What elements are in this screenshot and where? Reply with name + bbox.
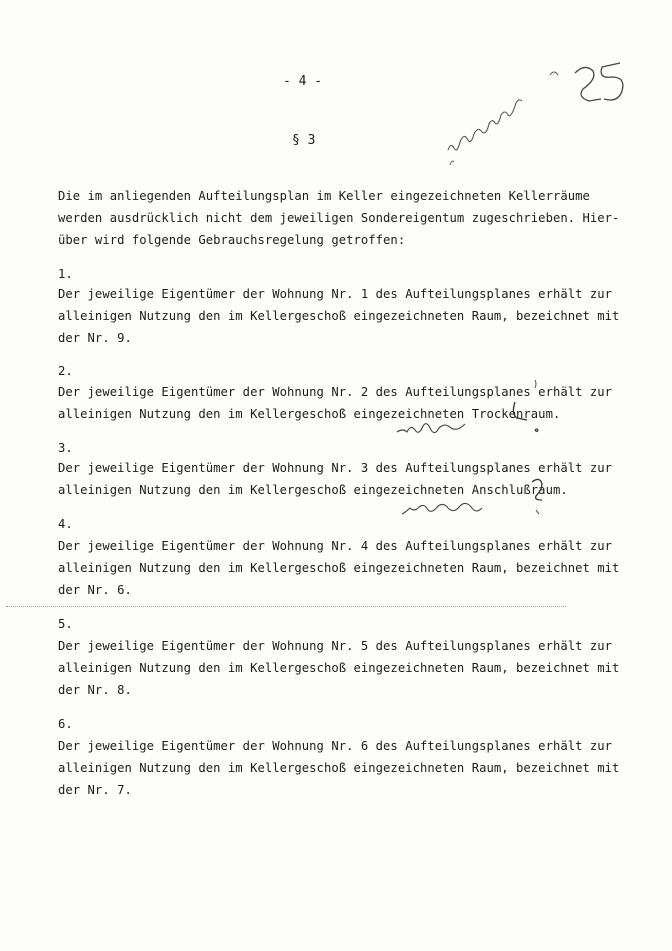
clause-line: alleinigen Nutzung den im Kellergeschoß eingezeichneten Anschlußraum. — [58, 483, 568, 497]
clause-line: der Nr. 8. — [58, 683, 132, 697]
clause-line: Der jeweilige Eigentümer der Wohnung Nr. 1 des Aufteilungsplanes erhält zur — [58, 287, 613, 301]
handwritten-mark — [395, 418, 485, 438]
handwritten-corner-note — [430, 55, 640, 170]
clause-line: Der jeweilige Eigentümer der Wohnung Nr. 2 des Aufteilungsplanes erhält zur — [58, 385, 613, 399]
clause-number: 4. — [58, 517, 73, 531]
clause-line: alleinigen Nutzung den im Kellergeschoß eingezeichneten Raum, bezeichnet mit — [58, 309, 620, 323]
handwritten-mark — [400, 498, 495, 520]
page-number: - 4 - — [283, 74, 323, 89]
clause-number: 2. — [58, 364, 73, 378]
clause-number: 1. — [58, 267, 73, 281]
clause-line: alleinigen Nutzung den im Kellergeschoß eingezeichneten Raum, bezeichnet mit — [58, 761, 620, 775]
clause-line: Der jeweilige Eigentümer der Wohnung Nr. 3 des Aufteilungsplanes erhält zur — [58, 461, 613, 475]
clause-line: alleinigen Nutzung den im Kellergeschoß eingezeichneten Trockenraum. — [58, 407, 561, 421]
clause-line: alleinigen Nutzung den im Kellergeschoß eingezeichneten Raum, bezeichnet mit — [58, 661, 620, 675]
clause-line: der Nr. 6. — [58, 583, 132, 597]
clause-line: Der jeweilige Eigentümer der Wohnung Nr. 4 des Aufteilungsplanes erhält zur — [58, 539, 613, 553]
intro-line: werden ausdrücklich nicht dem jeweiligen Sondereigentum zugeschrieben. Hier- — [58, 211, 620, 225]
handwritten-mark — [505, 398, 550, 443]
intro-line: über wird folgende Gebrauchsregelung getroffen: — [58, 233, 406, 247]
clause-line: der Nr. 7. — [58, 783, 132, 797]
dotted-divider — [6, 606, 566, 607]
clause-number: 6. — [58, 717, 73, 731]
intro-line: Die im anliegenden Aufteilungsplan im Keller eingezeichneten Kellerräume — [58, 189, 590, 203]
clause-line: Der jeweilige Eigentümer der Wohnung Nr. 5 des Aufteilungsplanes erhält zur — [58, 639, 613, 653]
handwritten-mark — [528, 476, 558, 520]
clause-line: alleinigen Nutzung den im Kellergeschoß eingezeichneten Raum, bezeichnet mit — [58, 561, 620, 575]
clause-line: der Nr. 9. — [58, 331, 132, 345]
clause-line: Der jeweilige Eigentümer der Wohnung Nr. 6 des Aufteilungsplanes erhält zur — [58, 739, 613, 753]
clause-number: 5. — [58, 617, 73, 631]
clause-number: 3. — [58, 441, 73, 455]
section-heading: § 3 — [292, 133, 316, 148]
